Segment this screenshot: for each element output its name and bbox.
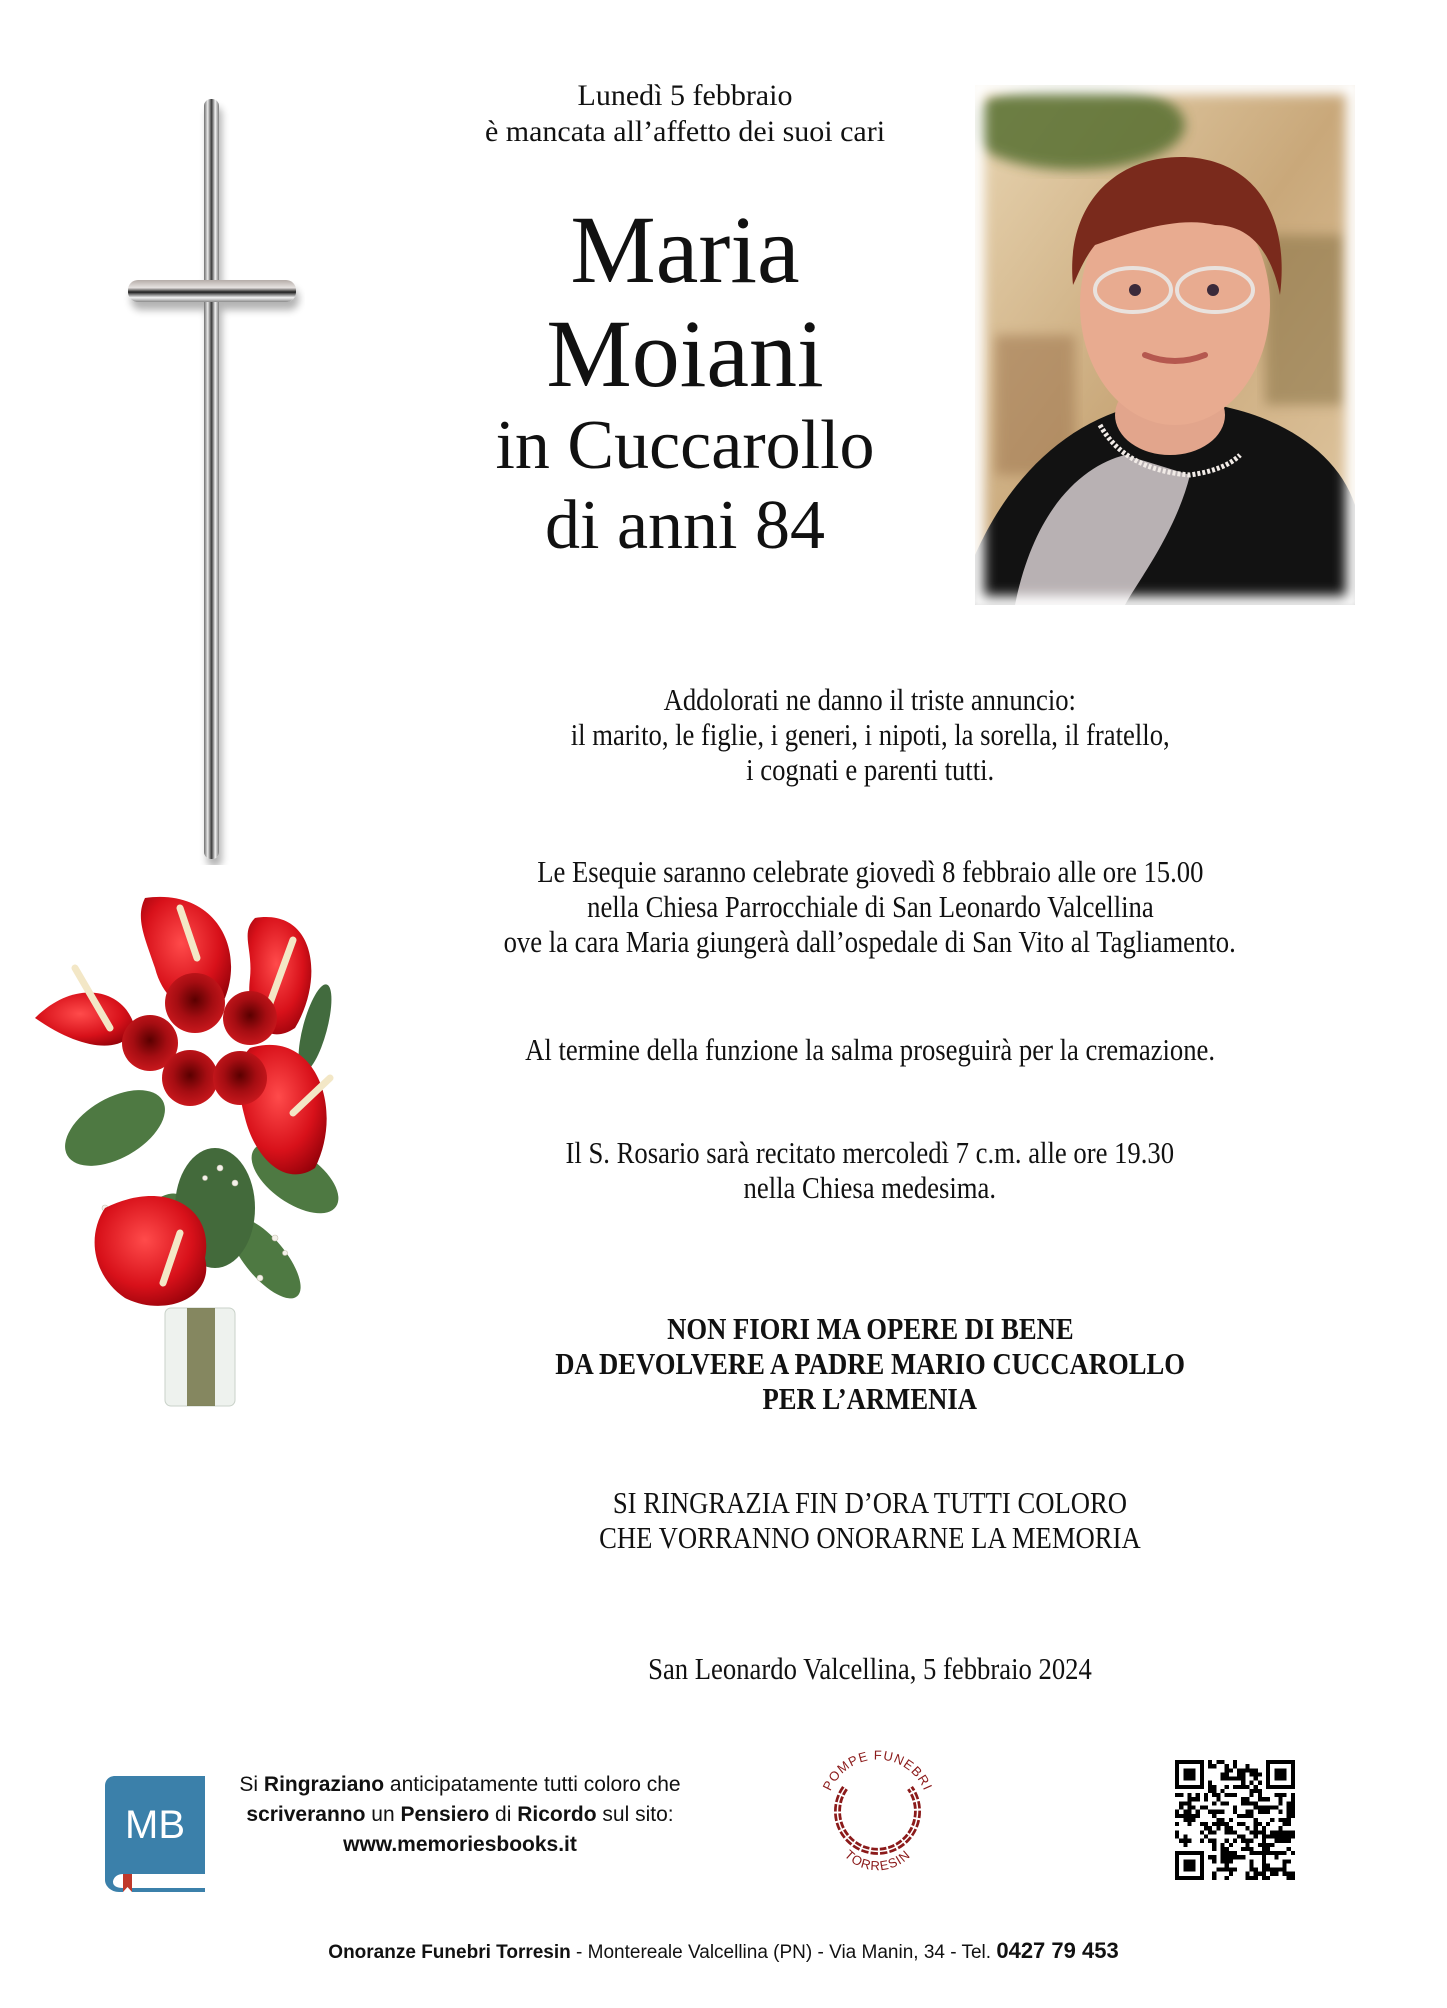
pompe-funebri-torresin-seal <box>815 1748 940 1883</box>
seal-top-text: POMPE FUNEBRI <box>819 1748 936 1793</box>
memoriesbooks-message <box>215 1770 705 1860</box>
text-line: CHE VORRANNO ONORARNE LA MEMORIA <box>599 1520 1141 1555</box>
message-line <box>215 1770 705 1800</box>
logo-letters: MB <box>125 1803 185 1847</box>
qr-code[interactable] <box>1175 1760 1295 1880</box>
company-name: Onoranze Funebri Torresin <box>328 1942 571 1963</box>
text-line: Al termine della funzione la salma proseguirà per la cremazione. <box>525 1032 1215 1067</box>
text-fragment: anticipatamente tutti coloro che <box>384 1773 681 1796</box>
intro-line: Lunedì 5 febbraio <box>577 79 793 112</box>
emphasis-text: Ricordo <box>517 1803 597 1826</box>
donation-paragraph <box>380 1311 1360 1416</box>
text-line: ove la cara Maria giungerà dall’ospedale di San Vito al Tagliamento. <box>503 924 1237 959</box>
rosary-paragraph <box>380 1135 1360 1205</box>
text-line: il marito, le figlie, i generi, i nipoti, la sorella, il fratello, <box>570 717 1170 752</box>
portrait-photo <box>975 85 1355 605</box>
flower-bouquet-image <box>15 878 375 1408</box>
age-line: di anni 84 <box>545 487 825 564</box>
svg-text:POMPE FUNEBRI <box>820 1748 936 1793</box>
married-name: in Cuccarollo <box>495 407 875 484</box>
intro-line: è mancata all’affetto dei suoi cari <box>484 115 886 148</box>
emphasis-text: Ringraziano <box>263 1773 385 1796</box>
emphasis-text: Pensiero <box>400 1803 490 1826</box>
text-fragment: di <box>489 1803 518 1826</box>
cross-icon <box>120 95 305 865</box>
text-line: i cognati e parenti tutti. <box>745 752 995 787</box>
text-line: nella Chiesa medesima. <box>743 1170 997 1205</box>
text-line: Addolorati ne danno il triste annuncio: <box>663 682 1077 717</box>
funeral-paragraph <box>380 854 1360 959</box>
cremation-paragraph <box>380 1032 1360 1067</box>
first-name: Maria <box>570 196 800 303</box>
last-name: Moiani <box>546 300 824 407</box>
memoriesbooks-logo <box>105 1776 205 1892</box>
deceased-name-block <box>440 198 930 566</box>
text-line: NON FIORI MA OPERE DI BENE <box>666 1311 1074 1346</box>
announcement-paragraph <box>380 682 1360 787</box>
text-fragment: sul sito: <box>596 1803 674 1826</box>
text-line: PER L’ARMENIA <box>762 1381 978 1416</box>
seal-bottom-text: TORRESIN <box>841 1846 914 1874</box>
text-line: nella Chiesa Parrocchiale di San Leonardo Valcellina <box>586 889 1154 924</box>
footer-contact <box>200 1938 1247 1964</box>
place-date <box>380 1651 1360 1686</box>
message-line <box>215 1800 705 1830</box>
text-line: SI RINGRAZIA FIN D’ORA TUTTI COLORO <box>612 1485 1128 1520</box>
text-line: Il S. Rosario sarà recitato mercoledì 7 c.m. alle ore 19.30 <box>565 1135 1175 1170</box>
text-line: San Leonardo Valcellina, 5 febbraio 2024 <box>648 1651 1092 1686</box>
text-fragment: un <box>365 1803 401 1826</box>
company-address: - Montereale Valcellina (PN) - Via Manin, 34 - Tel. <box>570 1942 997 1963</box>
text-line: Le Esequie saranno celebrate giovedì 8 febbraio alle ore 15.00 <box>536 854 1204 889</box>
thanks-paragraph <box>380 1485 1360 1555</box>
intro-text <box>420 78 950 150</box>
emphasis-text: scriveranno <box>246 1803 366 1826</box>
text-line: DA DEVOLVERE A PADRE MARIO CUCCAROLLO <box>555 1346 1185 1381</box>
phone-number: 0427 79 453 <box>996 1938 1119 1963</box>
text-fragment: Si <box>239 1773 264 1796</box>
memoriesbooks-link[interactable]: www.memoriesbooks.it <box>343 1833 577 1856</box>
